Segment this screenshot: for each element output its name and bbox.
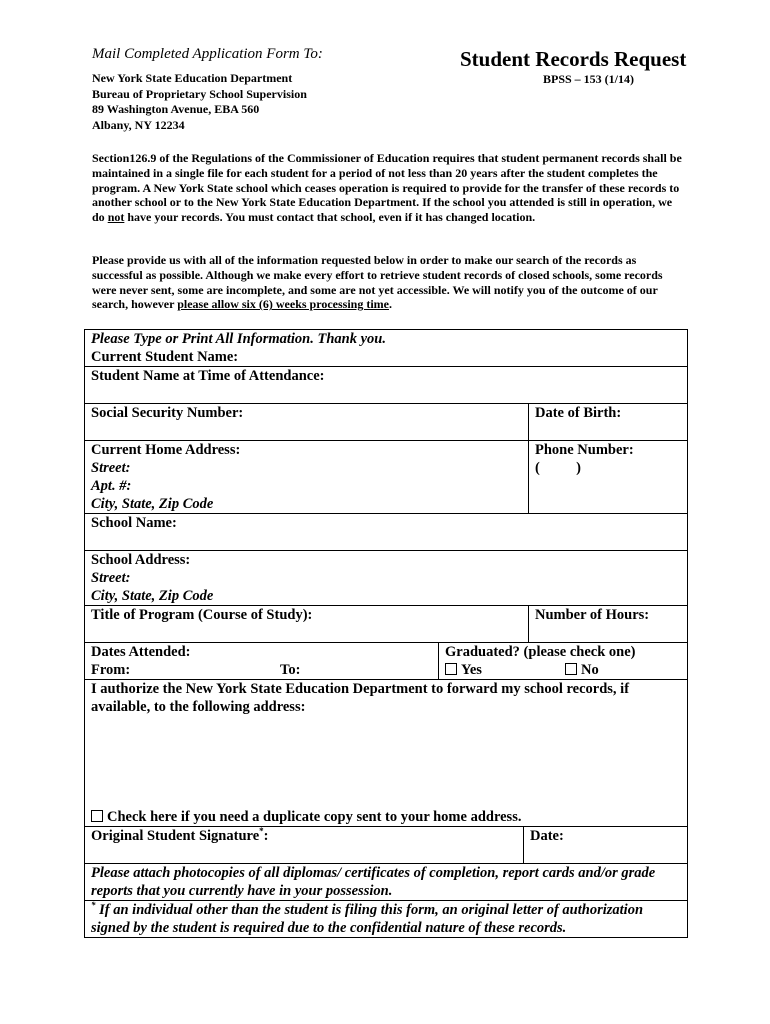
dates-attended-field[interactable]: [85, 643, 439, 680]
current-name-field[interactable]: [85, 330, 688, 367]
dob-field[interactable]: [529, 404, 688, 441]
home-address-field[interactable]: [85, 441, 529, 514]
duplicate-copy-label: Check here if you need a duplicate copy sent to your home address.: [107, 809, 522, 825]
school-street-label: Street:: [91, 570, 131, 586]
address-line: Bureau of Proprietary School Supervision: [92, 86, 307, 101]
school-name-field[interactable]: [85, 514, 688, 551]
instruction-text: Please Type or Print All Information. Thank you.: [91, 331, 386, 347]
home-address-label: Current Home Address:: [91, 442, 241, 458]
date-label: Date:: [530, 828, 564, 844]
signature-colon: :: [263, 828, 269, 844]
school-address-field[interactable]: [85, 551, 688, 606]
city-state-zip-label: City, State, Zip Code: [91, 496, 214, 512]
apt-label: Apt. #:: [91, 478, 132, 494]
authorization-text: I authorize the New York State Education Department to forward my school records, if available, to the following address:: [91, 681, 630, 715]
attach-note: [85, 864, 688, 901]
yes-label: Yes: [461, 662, 482, 678]
duplicate-copy-row: [91, 808, 521, 826]
from-label: From:: [91, 662, 131, 678]
yes-checkbox[interactable]: [445, 663, 457, 675]
footnote-mark: *: [91, 900, 96, 911]
phone-field[interactable]: [529, 441, 688, 514]
authorization-field[interactable]: [85, 680, 688, 827]
school-name-label: School Name:: [91, 515, 177, 531]
dob-label: Date of Birth:: [535, 405, 622, 421]
regulation-paragraph: [92, 151, 682, 225]
name-at-attendance-label: Student Name at Time of Attendance:: [91, 368, 325, 384]
school-city-state-zip-label: City, State, Zip Code: [91, 588, 214, 604]
address-line: 89 Washington Avenue, EBA 560: [92, 102, 260, 116]
hours-label: Number of Hours:: [535, 607, 650, 623]
graduated-field: [439, 643, 688, 680]
mailing-address: [92, 71, 307, 133]
to-label: To:: [280, 662, 301, 678]
signature-footnote-mark: *: [259, 826, 264, 837]
ssn-label: Social Security Number:: [91, 405, 244, 421]
instructions-paragraph: [92, 253, 682, 312]
graduated-label: Graduated? (please check one): [445, 644, 636, 660]
instructions-text-a: Please provide us with all of the information requested below in order to make our search of the records as successful as possible. Although we make every effort to retrieve student records of closed schools, some records were never sent, some are incomplete, and some are not yet accessible. We will notify you of the outcome of our search, however: [92, 253, 663, 312]
regulation-text-b: have your records. You must contact that school, even if it has changed location.: [124, 210, 536, 225]
signature-label: Original Student Signature: [91, 828, 260, 844]
ssn-field[interactable]: [85, 404, 529, 441]
name-at-attendance-field[interactable]: [85, 367, 688, 404]
no-checkbox[interactable]: [565, 663, 577, 675]
program-title-field[interactable]: [85, 606, 529, 643]
form-number: BPSS – 153 (1/14): [543, 72, 635, 86]
no-label: No: [581, 662, 599, 678]
phone-format: ( ): [535, 460, 581, 476]
footnote: [85, 901, 688, 938]
request-form: [84, 329, 688, 938]
address-line: New York State Education Department: [92, 71, 293, 85]
form-title: Student Records Request: [460, 47, 687, 71]
processing-time-note: please allow six (6) weeks processing time: [177, 297, 389, 312]
address-line: Albany, NY 12234: [92, 117, 185, 132]
mail-to-label: Mail Completed Application Form To:: [92, 46, 323, 62]
phone-label: Phone Number:: [535, 442, 634, 458]
hours-field[interactable]: [529, 606, 688, 643]
duplicate-copy-checkbox[interactable]: [91, 810, 103, 822]
footnote-text: If an individual other than the student is filing this form, an original letter of authorization signed by the student is required due to the confidential nature of these records.: [91, 902, 644, 936]
signature-field[interactable]: [85, 827, 524, 864]
date-field[interactable]: [524, 827, 688, 864]
street-label: Street:: [91, 460, 131, 476]
regulation-text-a: Section126.9 of the Regulations of the Commissioner of Education requires that student permanent records shall be maintained in a single file for each student for a period of not less than 20 years after the student completes the program. A New York State school which ceases operation is required to provide for the transfer of these records to another school or to the New York State Education Department. If the school you attended is still in operation, we do: [92, 151, 682, 225]
instructions-text-b: .: [388, 297, 392, 312]
regulation-not: not: [107, 210, 125, 225]
school-address-label: School Address:: [91, 552, 191, 568]
dates-attended-label: Dates Attended:: [91, 644, 191, 660]
program-title-label: Title of Program (Course of Study):: [91, 607, 313, 623]
attach-note-text: Please attach photocopies of all diplomas/ certificates of completion, report cards and/or grade reports that you currently have in your possession.: [91, 865, 656, 899]
current-name-label: Current Student Name:: [91, 349, 239, 365]
